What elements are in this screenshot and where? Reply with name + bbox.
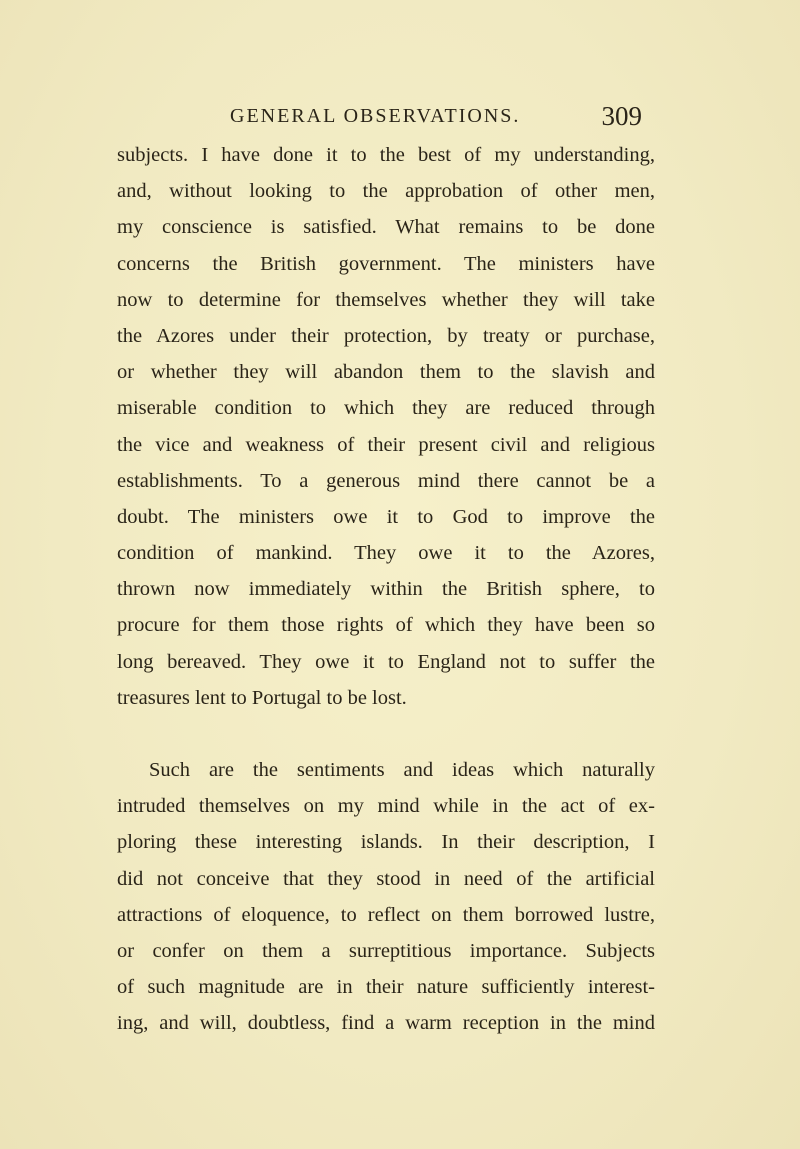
text-line: establishments. To a generous mind there cannot be a <box>117 469 655 492</box>
text-line: procure for them those rights of which they have been so <box>117 614 655 637</box>
text-line: of such magnitude are in their nature sufficiently interest- <box>117 976 655 999</box>
text-line: or confer on them a surreptitious importance. Subjects <box>117 939 655 962</box>
text-line: ploring these interesting islands. In their description, I <box>117 831 655 854</box>
text-line: thrown now immediately within the British sphere, to <box>117 578 655 601</box>
text-line: or whether they will abandon them to the slavish and <box>117 361 655 384</box>
text-line: condition of mankind. They owe it to the Azores, <box>117 542 655 565</box>
text-line: miserable condition to which they are reduced through <box>117 397 655 420</box>
running-head: GENERAL OBSERVATIONS. <box>230 105 521 127</box>
text-line: ing, and will, doubtless, find a warm reception in the mind <box>117 1012 655 1035</box>
text-line: doubt. The ministers owe it to God to improve the <box>117 505 655 528</box>
text-line: now to determine for themselves whether they will take <box>117 288 655 311</box>
text-line: and, without looking to the approbation of other men, <box>117 180 655 203</box>
text-line: subjects. I have done it to the best of my understanding, <box>117 144 655 166</box>
text-line: treasures lent to Portugal to be lost. <box>117 686 407 709</box>
text-line: long bereaved. They owe it to England not to suffer the <box>117 650 655 673</box>
text-line: intruded themselves on my mind while in the act of ex- <box>117 795 655 818</box>
paragraph-2 <box>117 752 655 1042</box>
text-line: did not conceive that they stood in need of the artificial <box>117 867 655 890</box>
text-line: my conscience is satisfied. What remains to be done <box>117 216 655 239</box>
text-line: Such are the sentiments and ideas which naturally <box>149 759 655 781</box>
text-line: attractions of eloquence, to reflect on them borrowed lustre, <box>117 903 655 926</box>
text-line: the vice and weakness of their present civil and religious <box>117 433 655 456</box>
text-line: concerns the British government. The ministers have <box>117 252 655 275</box>
page-body <box>117 137 655 1042</box>
paragraph-1 <box>117 137 655 716</box>
page-number: 309 <box>601 101 642 131</box>
text-line: the Azores under their protection, by treaty or purchase, <box>117 324 655 347</box>
